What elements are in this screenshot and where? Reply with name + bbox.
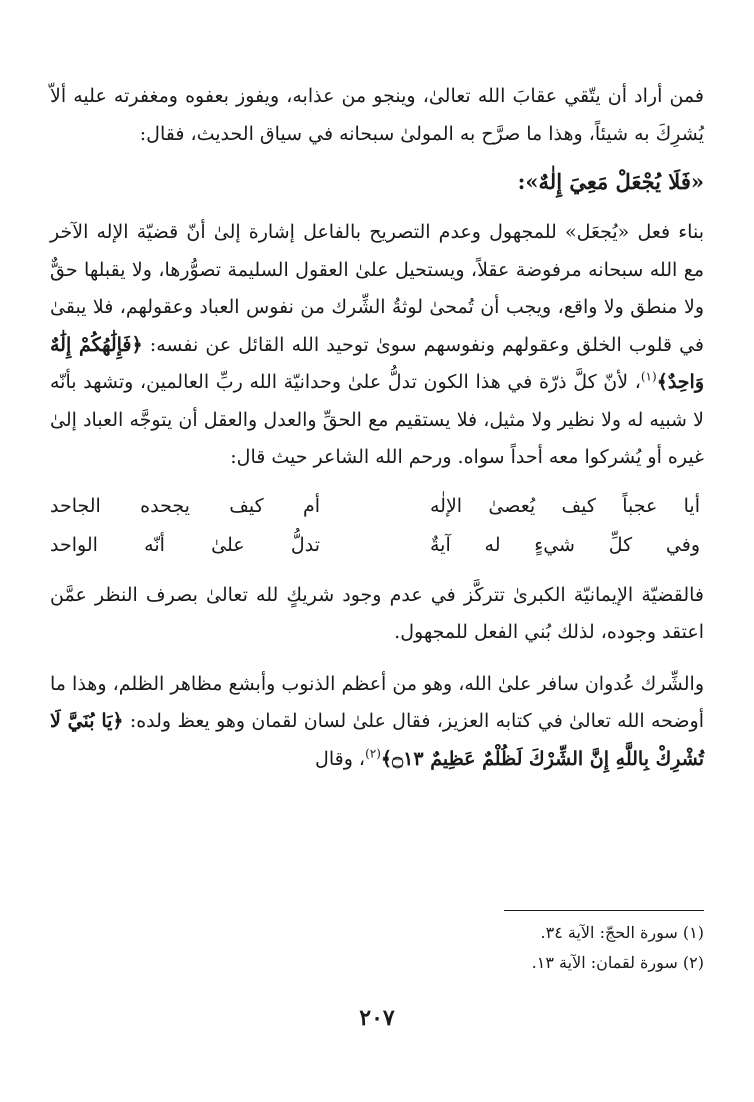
paragraph-intro-text: فمن أراد أن يتّقي عقابَ الله تعالىٰ، وينجو من عذابه، ويفوز بعفوه ومغفرته عليه ألاّ يُشرِكَ به شيئاً، وهذا ما صرَّح به المولىٰ سبحانه في سياق الحديث، فقال: — [50, 85, 704, 145]
paragraph-explanation-text-after: ، لأنّ كلَّ ذرّة في هذا الكون تدلُّ علىٰ وحدانيّة الله ربِّ العالمين، وتشهد بأنّه لا شبيه له ولا نظير ولا مثيل، فلا يستقيم مع الحقِّ والعدل والعقل أن يتوجَّه العباد إلىٰ غيره أو يُشركوا معه أحداً سواه. ورحم الله الشاعر حيث قال: — [50, 371, 704, 468]
footnote-ref-1[interactable]: (١) — [640, 369, 657, 384]
poem-line-1-first-hemistich: أيا عجباً كيف يُعصىٰ الإلٰه — [430, 494, 700, 517]
quran-verse-hajj: ﴿فَإِلَٰهُكُمْ إِلَٰهٌ وَاحِدٌ﴾ — [50, 333, 704, 393]
paragraph-conclusion — [50, 577, 704, 652]
poem-line-2-second-hemistich: تدلُّ علىٰ أنّه الواحد — [50, 533, 320, 556]
poem-line-2-first-hemistich: وفي كلِّ شيءٍ له آيةٌ — [430, 533, 700, 556]
paragraph-shirk — [50, 666, 704, 779]
quran-verse-luqman: ﴿يَا بُنَيَّ لَا تُشْرِكْ بِاللَّهِ إِنَّ الشِّرْكَ لَظُلْمٌ عَظِيمٌ ۝١٣﴾ — [50, 710, 704, 770]
page-body — [50, 78, 704, 778]
footnote-2: (٢) سورة لقمان: الآية ١٣. — [531, 953, 704, 972]
poem — [50, 487, 704, 565]
paragraph-explanation — [50, 214, 704, 477]
paragraph-shirk-text-after: ، وقال — [315, 747, 366, 770]
poem-line-2 — [50, 526, 704, 565]
section-heading-text: «فَلَا يُجْعَلْ مَعِيَ إِلٰهٌ»: — [517, 169, 704, 194]
paragraph-conclusion-text: فالقضيّة الإيمانيّة الكبرىٰ تتركَّز في عدم وجود شريكٍ لله تعالىٰ بصرف النظر عمَّن اعتقد وجوده، لذلك بُني الفعل للمجهول. — [50, 583, 704, 643]
section-heading — [50, 163, 704, 200]
paragraph-shirk-text-before: والشِّرك عُدوان سافر علىٰ الله، وهو من أعظم الذنوب وأبشع مظاهر الظلم، وهذا ما أوضحه الله تعالىٰ في كتابه العزيز، فقال علىٰ لسان لقمان وهو يعظ ولده: — [50, 672, 704, 732]
footnote-1: (١) سورة الحجّ: الآية ٣٤. — [540, 923, 704, 942]
page-number: ٢٠٧ — [359, 1005, 395, 1031]
footnote-divider — [504, 910, 704, 911]
footnotes — [50, 918, 704, 978]
poem-line-1-second-hemistich: أم كيف يجحده الجاحد — [50, 494, 320, 517]
poem-line-1 — [50, 487, 704, 526]
paragraph-explanation-text-before: بناء فعل «يُجعَل» للمجهول وعدم التصريح بالفاعل إشارة إلىٰ أنّ قضيّة الإله الآخر مع الله سبحانه مرفوضة عقلاً، ويستحيل علىٰ العقول السليمة تصوُّرها، ولا يقبلها حقٌّ ولا منطق ولا واقع، ويجب أن تُمحىٰ لوثةُ الشِّرك من نفوس العباد وعقولهم، فلا يبقىٰ في قلوب الخلق وعقولهم ونفوسهم سوىٰ توحيد الله القائل عن نفسه: — [50, 221, 704, 356]
footnote-ref-2[interactable]: (٢) — [365, 746, 381, 761]
paragraph-intro — [50, 78, 704, 153]
